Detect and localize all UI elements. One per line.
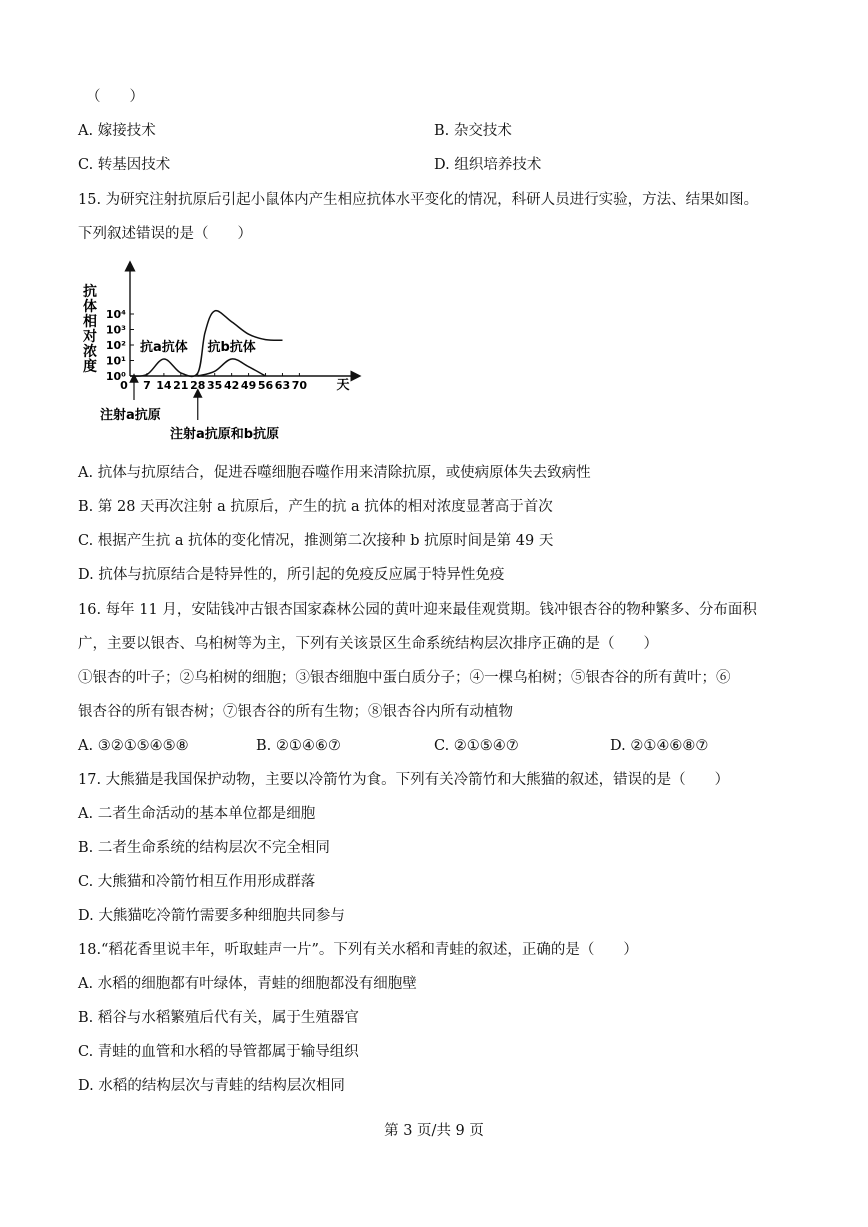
q16-option-d: D. ②①④⑥⑧⑦ [610, 738, 709, 754]
y-axis-label-char: 相 [83, 314, 97, 330]
x-tick-label: 56 [257, 379, 274, 392]
q17-stem: 17. 大熊猫是我国保护动物，主要以冷箭竹为食。下列有关冷箭竹和大熊猫的叙述，错误的是（ ） [78, 772, 730, 788]
q16-stem-line3: ①银杏的叶子；②乌桕树的细胞；③银杏细胞中蛋白质分子；④一棵乌桕树；⑤银杏谷的所有黄叶；⑥ [78, 670, 731, 686]
x-tick-label: 7 [143, 379, 151, 392]
q15-option-a: A. 抗体与抗原结合，促进吞噬细胞吞噬作用来清除抗原，或使病原体失去致病性 [78, 465, 591, 481]
q16-option-b: B. ②①④⑥⑦ [256, 738, 341, 754]
series-b-label: 抗b抗体 [207, 339, 256, 355]
q18-stem: 18.“稻花香里说丰年，听取蛙声一片”。下列有关水稻和青蛙的叙述，正确的是（ ） [78, 942, 638, 958]
q15-option-b: B. 第 28 天再次注射 a 抗原后，产生的抗 a 抗体的相对浓度显著高于首次 [78, 499, 553, 515]
x-tick-label: 21 [173, 379, 189, 392]
injection-a-label: 注射a抗原 [100, 408, 161, 423]
y-tick-label: 10⁰ [105, 370, 126, 383]
y-axis-label-char: 抗 [83, 284, 97, 300]
q16-stem-line4: 银杏谷的所有银杏树；⑦银杏谷的所有生物；⑧银杏谷内所有动植物 [78, 704, 513, 720]
y-axis-label-char: 体 [83, 299, 97, 315]
page-footer: 第 3 页/共 9 页 [384, 1123, 484, 1139]
x-tick-label: 70 [291, 379, 308, 392]
q18-option-c: C. 青蛙的血管和水稻的导管都属于输导组织 [78, 1044, 359, 1060]
antibody-chart-svg [78, 258, 368, 448]
y-axis-label-char: 对 [83, 329, 97, 345]
q15-option-c: C. 根据产生抗 a 抗体的变化情况，推测第二次接种 b 抗原时间是第 49 天 [78, 533, 554, 549]
q16-stem-line1: 16. 每年 11 月，安陆钱冲古银杏国家森林公园的黄叶迎来最佳观赏期。钱冲银杏谷的物种繁多、分布面积 [78, 602, 757, 618]
x-tick-label: 42 [223, 379, 240, 392]
x-tick-label: 14 [156, 379, 172, 392]
q17-option-a: A. 二者生命活动的基本单位都是细胞 [78, 806, 316, 822]
antibody-chart [78, 258, 368, 448]
y-tick-label: 10¹ [105, 354, 126, 368]
q16-option-c: C. ②①⑤④⑦ [434, 738, 519, 754]
q18-option-d: D. 水稻的结构层次与青蛙的结构层次相同 [78, 1078, 345, 1094]
answer-bracket: （ ） [86, 89, 144, 105]
y-axis-label-char: 度 [83, 359, 97, 375]
q17-option-c: C. 大熊猫和冷箭竹相互作用形成群落 [78, 874, 316, 890]
q14-option-a: A. 嫁接技术 [78, 123, 156, 139]
y-tick-label: 10³ [105, 323, 126, 337]
q17-option-d: D. 大熊猫吃冷箭竹需要多种细胞共同参与 [78, 908, 345, 924]
x-tick-label: 28 [190, 379, 206, 392]
q15-option-d: D. 抗体与抗原结合是特异性的，所引起的免疫反应属于特异性免疫 [78, 567, 505, 583]
q18-option-a: A. 水稻的细胞都有叶绿体，青蛙的细胞都没有细胞壁 [78, 976, 417, 992]
x-tick-label: 49 [240, 379, 257, 392]
q14-option-b: B. 杂交技术 [434, 123, 512, 139]
x-axis-label: 天 [336, 378, 350, 393]
injection-ab-label: 注射a抗原和b抗原 [170, 427, 280, 442]
q15-stem-line1: 15. 为研究注射抗原后引起小鼠体内产生相应抗体水平变化的情况，科研人员进行实验，方法、结果如图。 [78, 192, 759, 208]
q18-option-b: B. 稻谷与水稻繁殖后代有关，属于生殖器官 [78, 1010, 359, 1026]
y-axis-label-char: 浓 [83, 344, 97, 360]
q14-option-c: C. 转基因技术 [78, 157, 171, 173]
q14-option-d: D. 组织培养技术 [434, 157, 542, 173]
y-tick-label: 10⁴ [105, 308, 126, 321]
x-tick-label: 35 [207, 379, 223, 392]
x-tick-label: 0 [120, 379, 128, 392]
q16-option-a: A. ③②①⑤④⑤⑧ [78, 738, 189, 754]
y-tick-label: 10² [105, 339, 126, 352]
x-tick-label: 63 [274, 379, 291, 392]
q16-stem-line2: 广，主要以银杏、乌桕树等为主，下列有关该景区生命系统结构层次排序正确的是（ ） [78, 636, 658, 652]
q15-stem-line2: 下列叙述错误的是（ ） [78, 226, 252, 242]
series-a-label: 抗a抗体 [139, 339, 188, 355]
q17-option-b: B. 二者生命系统的结构层次不完全相同 [78, 840, 330, 856]
